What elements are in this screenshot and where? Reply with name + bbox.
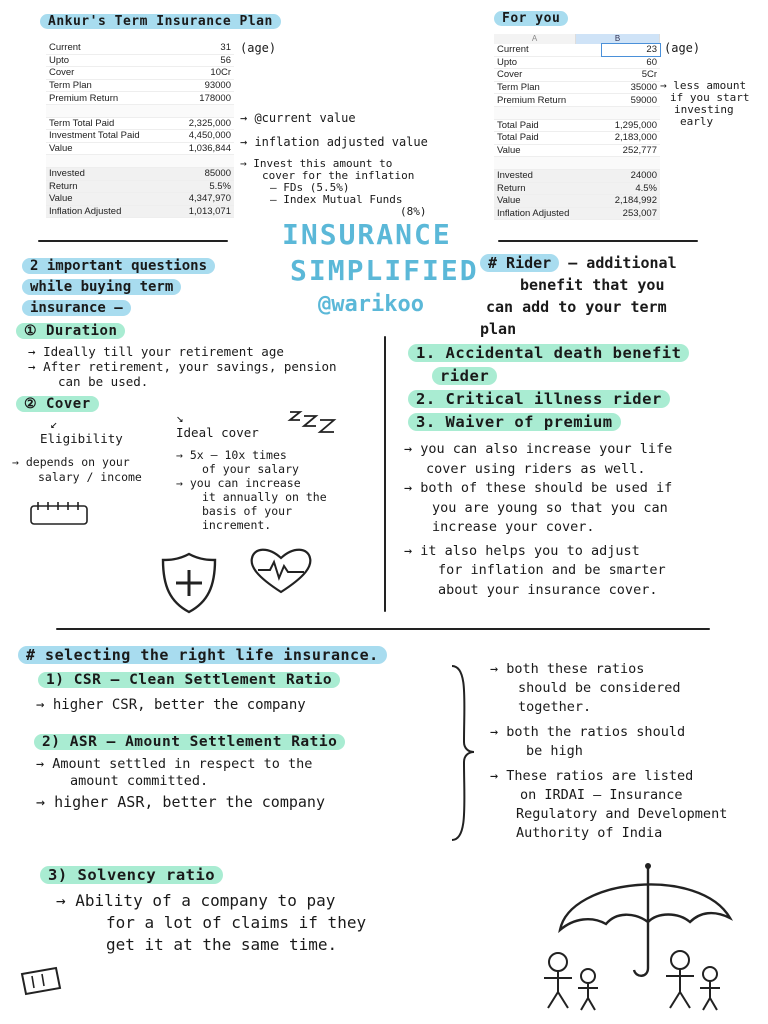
duration-point: Ideally till your retirement age <box>43 344 284 359</box>
note-less-line: investing <box>674 103 734 116</box>
rider-point: for inflation and be smarter <box>438 562 666 578</box>
sheet-cell-value[interactable]: 4.5% <box>602 182 660 195</box>
eligibility-label-text: Eligibility <box>40 431 123 446</box>
note-invest-line: Invest this amount to <box>253 157 393 170</box>
rider-item: 2. Critical illness rider <box>408 390 670 408</box>
sheet-cell-label[interactable]: Cover <box>494 69 602 82</box>
sheet-cell-value[interactable]: 2,184,992 <box>602 195 660 208</box>
solvency-point: get it at the same time. <box>106 935 338 954</box>
questions-heading-line: 2 important questions <box>22 258 215 274</box>
sheet-row <box>494 81 660 94</box>
divider-middle <box>56 628 710 630</box>
ideal-point: 5x – 10x times <box>189 448 287 462</box>
sheet-cell-label[interactable]: Current <box>494 44 602 56</box>
rider-point: you can also increase your life <box>420 441 673 457</box>
ideal-cover-label: Ideal cover <box>176 425 259 440</box>
sheet-cell-value[interactable] <box>154 104 234 117</box>
sheet-cell-value[interactable]: 59000 <box>602 94 660 107</box>
note-invest-line: – Index Mutual Funds <box>270 193 403 206</box>
sheet-cell-value[interactable]: 93000 <box>154 79 234 92</box>
right-sheet-title-text: For you <box>494 11 568 26</box>
sheet-cell-value[interactable] <box>602 106 660 119</box>
heart-pulse-icon <box>246 544 316 596</box>
selecting-heading-text: # selecting the right life insurance. <box>18 646 387 664</box>
sheet-cell-value[interactable]: 31 <box>154 42 234 54</box>
sheet-row <box>494 157 660 170</box>
sheet-cell-label[interactable]: Invested <box>494 169 602 182</box>
sheet-cell-label[interactable] <box>46 104 154 117</box>
umbrella-family-icon <box>530 856 760 1016</box>
sheet-cell-value[interactable]: 4,347,970 <box>154 193 234 206</box>
note-current-value: → @current value <box>240 111 356 125</box>
duration-point: can be used. <box>58 374 149 389</box>
ideal-point: it annually on the <box>202 490 327 504</box>
eligibility-point: depends on your <box>25 455 130 469</box>
zzz-icon <box>286 406 338 436</box>
rider-point: increase your cover. <box>432 519 595 535</box>
right-sheet-col-header <box>494 34 660 44</box>
sheet-row <box>494 169 660 182</box>
sheet-row <box>46 130 234 143</box>
sheet-cell-label[interactable]: Cover <box>46 67 154 80</box>
sheet-row <box>494 94 660 107</box>
rider-tag: # Rider <box>480 254 559 272</box>
sheet-cell-label[interactable]: Current <box>46 42 154 54</box>
note-inflation-adjusted: → inflation adjusted value <box>240 135 428 149</box>
sheet-cell-value[interactable]: 1,295,000 <box>602 119 660 132</box>
sheet-row <box>46 205 234 218</box>
sheet-cell-value[interactable]: 1,036,844 <box>154 142 234 155</box>
sheet-row <box>494 56 660 69</box>
sheet-cell-label[interactable]: Value <box>494 144 602 157</box>
sheet-cell-value[interactable]: 5Cr <box>602 69 660 82</box>
ticket-icon <box>16 962 66 998</box>
rider-point: it also helps you to adjust <box>420 542 640 559</box>
asr-point: higher ASR, better the company <box>54 793 325 811</box>
side-point: These ratios are listed <box>506 768 694 784</box>
col-a-header[interactable]: A <box>494 34 576 44</box>
questions-heading <box>22 256 215 319</box>
questions-heading-line: insurance – <box>22 300 131 316</box>
right-sheet-table <box>494 44 660 220</box>
sheet-cell-label[interactable]: Premium Return <box>494 94 602 107</box>
sheet-cell-value[interactable]: 23 <box>602 44 660 56</box>
sheet-row <box>46 92 234 105</box>
note-less-line: if you start <box>670 91 750 104</box>
duration-title <box>16 323 125 339</box>
sheet-cell-label[interactable]: Total Paid <box>494 119 602 132</box>
duration-point: After retirement, your savings, pension <box>43 359 337 374</box>
sheet-cell-label[interactable] <box>494 157 602 170</box>
sheet-row <box>494 119 660 132</box>
side-point: be high <box>526 743 583 759</box>
title-insurance: INSURANCE <box>282 218 452 251</box>
sheet-cell-label[interactable]: Upto <box>494 56 602 69</box>
sheet-cell-value[interactable]: 10Cr <box>154 67 234 80</box>
asr-points: → Amount settled in respect to the amount committed. → higher ASR, better the company <box>36 756 325 811</box>
solvency-points: → Ability of a company to pay for a lot of claims if they get it at the same time. <box>56 891 367 954</box>
sheet-row <box>494 207 660 220</box>
rider-items <box>408 342 689 434</box>
sheet-row <box>494 106 660 119</box>
selecting-heading <box>18 646 387 664</box>
sheet-cell-value[interactable]: 1,013,071 <box>154 205 234 218</box>
right-age-note: (age) <box>664 41 701 55</box>
note-invest-line: (8%) <box>400 205 427 218</box>
sheet-cell-label[interactable]: Investment Total Paid <box>46 130 154 143</box>
sheet-row <box>494 69 660 82</box>
sheet-cell-value[interactable]: 2,325,000 <box>154 117 234 130</box>
solvency-title-text: 3) Solvency ratio <box>40 866 223 884</box>
rider-heading-line: can add to your term <box>486 298 667 316</box>
sheet-cell-label[interactable]: Value <box>46 193 154 206</box>
title-simplified: SIMPLIFIED <box>290 254 479 287</box>
rider-item: rider <box>432 367 497 385</box>
divider-vertical <box>384 336 386 612</box>
sheet-row <box>46 54 234 67</box>
left-sheet-title <box>40 14 281 29</box>
sheet-cell-label[interactable]: Inflation Adjusted <box>46 205 154 218</box>
sheet-cell-label[interactable]: Term Total Paid <box>46 117 154 130</box>
rider-heading-line: plan <box>480 320 517 338</box>
left-sheet-table <box>46 42 234 218</box>
side-point: Authority of India <box>516 825 663 841</box>
sheet-row <box>46 167 234 180</box>
side-point: both the ratios should <box>506 724 686 740</box>
solvency-title <box>40 866 223 884</box>
right-sheet-title <box>494 11 568 26</box>
note-inflation-text: inflation adjusted value <box>254 135 428 149</box>
ideal-cover-points: → 5x – 10x times of your salary → you can increase it annually on the basis of your increment. <box>176 448 327 532</box>
eligibility-point: salary / income <box>38 470 142 484</box>
sheet-row <box>46 42 234 54</box>
side-point: Regulatory and Development <box>516 806 728 822</box>
sheet-cell-value[interactable]: 5.5% <box>154 180 234 193</box>
rider-item: 1. Accidental death benefit <box>408 344 689 362</box>
ratio-side-points: → both these ratios should be considered together. → both the ratios should be high → These ratios are listed on IRDAI – Insurance Regulatory and Development Authority of India <box>490 661 728 841</box>
rider-heading-line: benefit that you <box>520 276 665 294</box>
asr-title <box>34 734 345 750</box>
sheet-cell-label[interactable]: Total Paid <box>494 132 602 145</box>
divider-top-right <box>498 240 698 242</box>
sheet-cell-label[interactable]: Invested <box>46 167 154 180</box>
sheet-cell-label[interactable]: Return <box>46 180 154 193</box>
eligibility-points: → depends on your salary / income <box>12 455 142 484</box>
sheet-cell-label[interactable]: Value <box>46 142 154 155</box>
sheet-row <box>46 142 234 155</box>
rider-point: both of these should be used if <box>420 480 673 496</box>
sheet-cell-value[interactable]: 35000 <box>602 81 660 94</box>
ideal-cover: ↘ Ideal cover <box>176 410 259 440</box>
rider-item: 3. Waiver of premium <box>408 413 621 431</box>
side-point: should be considered <box>518 680 681 696</box>
sheet-cell-value[interactable] <box>154 155 234 168</box>
note-invest-line: – FDs (5.5%) <box>270 181 350 194</box>
sheet-cell-value[interactable]: 24000 <box>602 169 660 182</box>
sheet-cell-label[interactable] <box>46 155 154 168</box>
side-point: together. <box>518 699 592 715</box>
calendar-icon <box>28 498 92 528</box>
sheet-row <box>494 144 660 157</box>
sheet-row <box>46 155 234 168</box>
rider-point: cover using riders as well. <box>426 460 646 477</box>
brace-icon <box>448 662 478 844</box>
asr-title-text: 2) ASR – Amount Settlement Ratio <box>34 734 345 750</box>
sheet-cell-value[interactable]: 85000 <box>154 167 234 180</box>
solvency-point: Ability of a company to pay <box>75 891 336 910</box>
sheet-row <box>46 67 234 80</box>
csr-point-text: higher CSR, better the company <box>52 697 306 713</box>
note-less-amount: → less amount if you start investing early <box>660 79 750 128</box>
note-invest: → Invest this amount to cover for the inflation – FDs (5.5%) – Index Mutual Funds (8%) <box>240 157 427 218</box>
duration-title-text: ① Duration <box>16 323 125 339</box>
sheet-cell-label[interactable]: Premium Return <box>46 92 154 105</box>
sheet-cell-value[interactable]: 2,183,000 <box>602 132 660 145</box>
sheet-row <box>494 182 660 195</box>
cover-title <box>16 396 99 412</box>
ideal-point: increment. <box>202 518 272 532</box>
sheet-cell-value[interactable]: 4,450,000 <box>154 130 234 143</box>
note-current-value-text: @current value <box>254 111 356 125</box>
sheet-cell-label[interactable]: Return <box>494 182 602 195</box>
questions-heading-line: while buying term <box>22 279 181 295</box>
sheet-cell-value[interactable]: 253,007 <box>602 207 660 220</box>
note-less-line: early <box>680 115 714 128</box>
left-sheet-title-text: Ankur's Term Insurance Plan <box>40 14 281 29</box>
sheet-row <box>46 180 234 193</box>
sheet-cell-label[interactable] <box>494 106 602 119</box>
col-b-header[interactable]: B <box>576 34 660 44</box>
rider-heading <box>480 252 677 340</box>
eligibility-label: ↙ Eligibility <box>40 416 123 446</box>
side-point: on IRDAI – Insurance <box>520 787 683 803</box>
rider-point: about your insurance cover. <box>438 581 658 598</box>
sheet-cell-label[interactable]: Value <box>494 195 602 208</box>
divider-top-left <box>38 240 228 242</box>
csr-title-text: 1) CSR – Clean Settlement Ratio <box>38 672 340 688</box>
asr-point: amount committed. <box>70 773 209 789</box>
sheet-row <box>46 193 234 206</box>
sheet-cell-label[interactable]: Upto <box>46 54 154 67</box>
sheet-row <box>494 44 660 56</box>
sheet-cell-label[interactable]: Term Plan <box>494 81 602 94</box>
csr-title <box>38 672 340 688</box>
rider-point: you are young so that you can <box>432 499 668 516</box>
ideal-point: you can increase <box>189 476 301 490</box>
sheet-cell-label[interactable]: Inflation Adjusted <box>494 207 602 220</box>
ideal-point: of your salary <box>202 462 299 476</box>
sheet-cell-value[interactable]: 60 <box>602 56 660 69</box>
sheet-row <box>494 195 660 208</box>
ideal-point: basis of your <box>202 504 293 518</box>
title-handle: @warikoo <box>318 292 424 317</box>
sheet-cell-value[interactable]: 252,777 <box>602 144 660 157</box>
sheet-row <box>46 117 234 130</box>
sheet-cell-value[interactable]: 178000 <box>154 92 234 105</box>
asr-point: Amount settled in respect to the <box>52 756 313 772</box>
sheet-row <box>46 104 234 117</box>
csr-point: → higher CSR, better the company <box>36 697 306 713</box>
sheet-cell-value[interactable] <box>602 157 660 170</box>
sheet-row <box>494 132 660 145</box>
rider-points: → you can also increase your life cover using riders as well. → both of these should be used if you are young so that you can increase your cover. → it also helps you to adjust for inflation and be smarter about your insurance cover. <box>404 440 672 600</box>
left-age-note: (age) <box>240 41 277 55</box>
sheet-row <box>46 79 234 92</box>
sheet-cell-value[interactable]: 56 <box>154 54 234 67</box>
rider-heading-line: – additional <box>568 254 677 272</box>
note-less-line: less amount <box>673 79 747 92</box>
note-invest-line: cover for the inflation <box>262 169 415 182</box>
shield-plus-icon <box>158 550 220 616</box>
side-point: both these ratios <box>506 661 645 677</box>
solvency-point: for a lot of claims if they <box>106 913 367 932</box>
cover-title-text: ② Cover <box>16 396 99 412</box>
duration-points: → Ideally till your retirement age → After retirement, your savings, pension can be used. <box>28 344 337 389</box>
sheet-cell-label[interactable]: Term Plan <box>46 79 154 92</box>
